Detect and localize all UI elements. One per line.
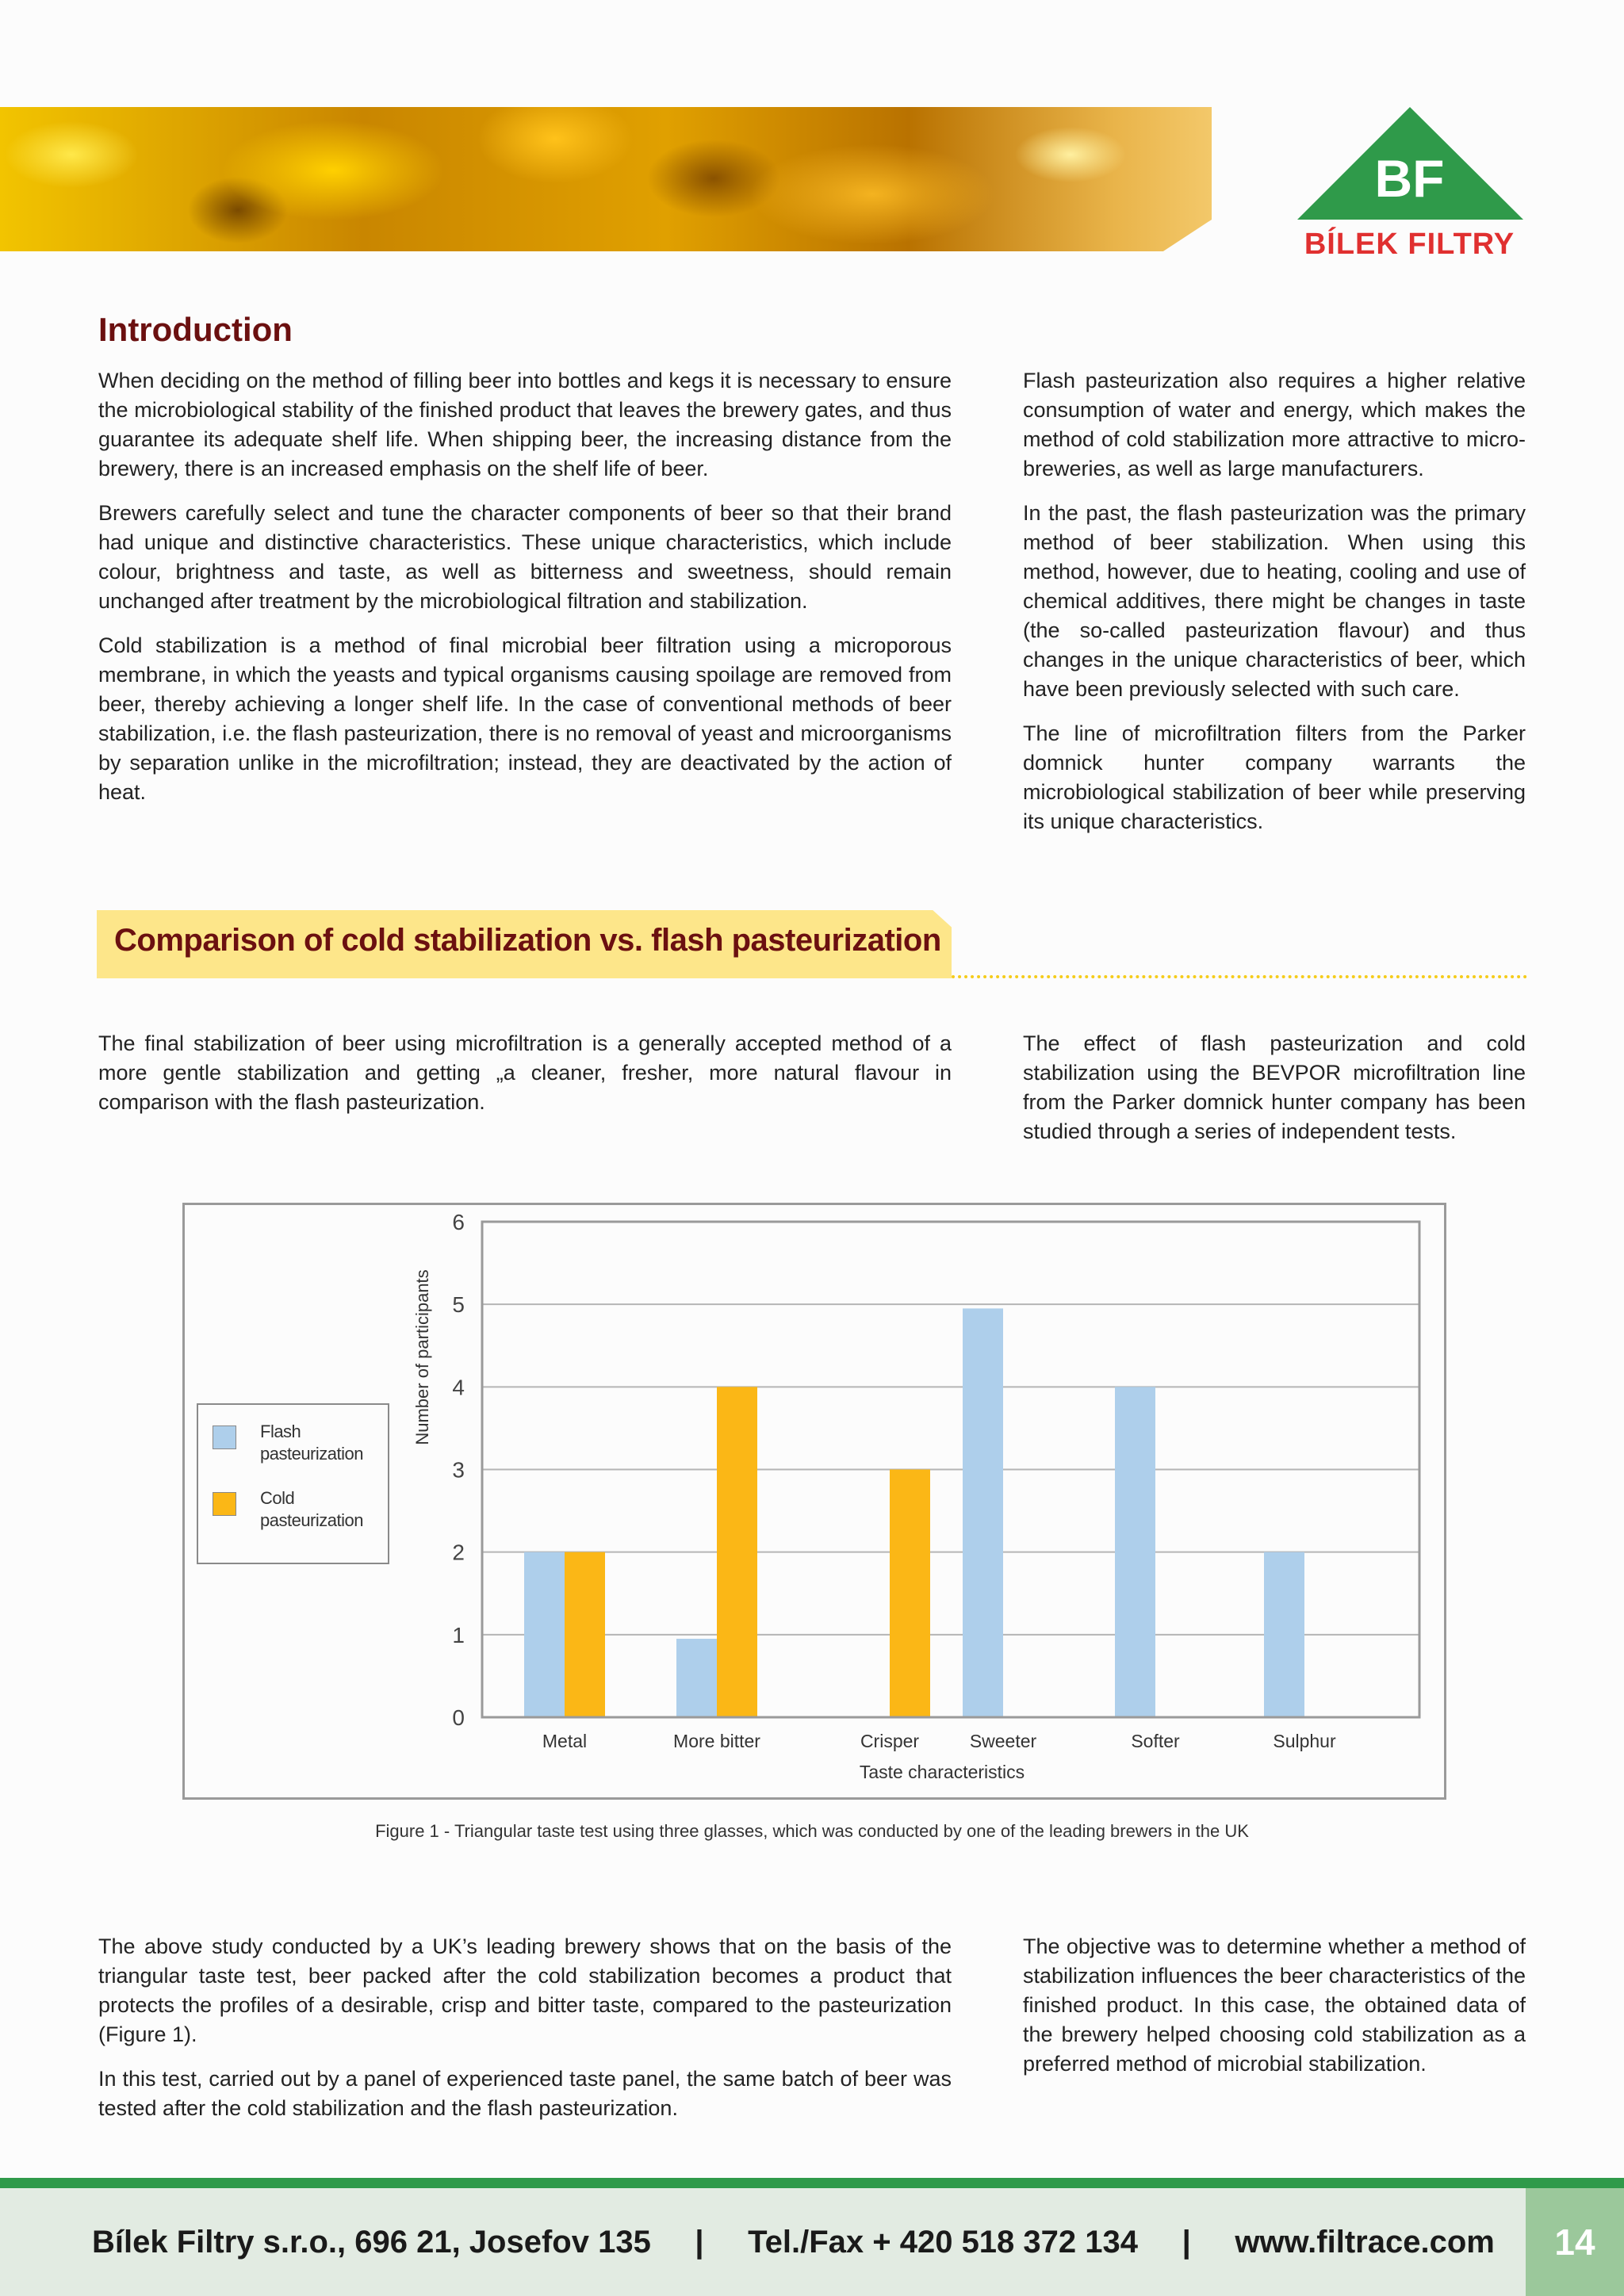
section-title-introduction: Introduction: [98, 311, 293, 348]
logo-company-name: BÍLEK FILTRY: [1304, 228, 1515, 261]
x-axis-label: Taste characteristics: [859, 1762, 1025, 1782]
legend-swatch-cold: [213, 1492, 236, 1516]
y-tick-label: 1: [452, 1622, 465, 1647]
bar-flash-sulphur: [1264, 1552, 1304, 1717]
paragraph: The objective was to determine whether a method of stabilization influences the beer characteristics of the finished product. In this case, the obtained data of the brewery helped choosing cold stabilization as a preferred method of microbial stabilization.: [1023, 1934, 1526, 2076]
footer-contact: Bílek Filtry s.r.o., 696 21, Josefov 135 | Tel./Fax + 420 518 372 134 | www.filtrace.com: [92, 2225, 1495, 2260]
y-tick-label: 4: [452, 1375, 465, 1400]
results-right-column: [1023, 1932, 1526, 2094]
footer-accent-line: [0, 2178, 1624, 2188]
figure-caption: Figure 1 - Triangular taste test using three glasses, which was conducted by one of the leading brewers in the UK: [375, 1821, 1249, 1841]
paragraph: The line of microfiltration filters from the Parker domnick hunter company warrants the microbiological stabilization of beer while preserving its unique characteristics.: [1023, 721, 1526, 833]
x-tick-label: Sulphur: [1273, 1731, 1336, 1751]
paragraph: In the past, the flash pasteurization was the primary method of beer stabilization. When using this method, however, due to heating, cooling and use of chemical additives, there might be changes in taste (the so-called pasteurization flavour) and thus changes in the unique characteristics of beer, which have been previously selected with such care.: [1023, 501, 1526, 701]
paragraph: Flash pasteurization also requires a higher relative consumption of water and energy, which makes the method of cold stabilization more attractive to micro-breweries, as well as large manufacturers.: [1023, 369, 1526, 480]
bar-cold-more-bitter: [717, 1387, 757, 1717]
legend-label-flash: Flash pasteurization: [260, 1422, 363, 1464]
paragraph: The effect of flash pasteurization and cold stabilization using the BEVPOR microfiltration line from the Parker domnick hunter company has been studied through a series of independent tests.: [1023, 1031, 1526, 1143]
bar-flash-metal: [524, 1552, 565, 1717]
legend-item-flash: [213, 1421, 371, 1465]
y-tick-label: 3: [452, 1457, 465, 1483]
section-title-comparison: Comparison of cold stabilization vs. flash pasteurization: [114, 923, 941, 958]
paragraph: Cold stabilization is a method of final microbial beer filtration using a microporous membrane, in which the yeasts and typical organisms causing spoilage are removed from beer, thereby achieving a longer shelf life. In the case of conventional methods of beer stabilization, i.e. the flash pasteurization, there is no removal of yeast and microorganisms by separation unlike in the microfiltration; instead, they are deactivated by the action of heat.: [98, 633, 952, 804]
bar-flash-sweeter: [963, 1308, 1003, 1717]
paragraph: Brewers carefully select and tune the character components of beer so that their brand had unique and distinctive characteristics. These unique characteristics, which include colour, brightness and taste, as well as bitterness and sweetness, should remain unchanged after treatment by the microbiological filtration and stabilization.: [98, 501, 952, 613]
bar-flash-softer: [1115, 1387, 1155, 1717]
legend-item-cold: [213, 1487, 371, 1532]
paragraph: In this test, carried out by a panel of experienced taste panel, the same batch of beer was tested after the cold stabilization and the flash pasteurization.: [98, 2067, 952, 2120]
x-tick-label: Sweeter: [969, 1731, 1037, 1751]
legend-swatch-flash: [213, 1425, 236, 1449]
y-tick-label: 6: [452, 1210, 465, 1234]
paragraph: When deciding on the method of filling beer into bottles and kegs it is necessary to ensure the microbiological stability of the finished product that leaves the brewery gates, and thus guarantee its adequate shelf life. When shipping beer, the increasing distance from the brewery, there is an increased emphasis on the shelf life of beer.: [98, 369, 952, 480]
legend-label-cold: Cold pasteurization: [260, 1488, 363, 1530]
x-tick-label: More bitter: [673, 1731, 760, 1751]
y-tick-label: 5: [452, 1292, 465, 1318]
x-tick-label: Metal: [542, 1731, 588, 1751]
bar-cold-metal: [565, 1552, 605, 1717]
x-tick-label: Crisper: [860, 1731, 920, 1751]
chart-legend: [197, 1403, 389, 1564]
paragraph: The above study conducted by a UK’s leading brewery shows that on the basis of the triangular taste test, beer packed after the cold stabilization becomes a product that protects the profiles of a desirable, crisp and bitter taste, compared to the pasteurization (Figure 1).: [98, 1934, 952, 2046]
paragraph: The final stabilization of beer using microfiltration is a generally accepted method of a more gentle stabilization and getting „a cleaner, fresher, more natural flavour in comparison with the flash pasteurization.: [98, 1031, 952, 1114]
bar-flash-more-bitter: [676, 1639, 717, 1717]
logo-initials: BF: [1374, 149, 1445, 208]
bar-cold-crisper: [890, 1470, 930, 1718]
y-tick-label: 0: [452, 1705, 465, 1730]
y-axis-label: Number of participants: [412, 1269, 432, 1445]
x-tick-label: Softer: [1131, 1731, 1180, 1751]
page-number: 14: [1526, 2188, 1624, 2296]
results-left-column: [98, 1932, 952, 2138]
y-tick-label: 2: [452, 1540, 465, 1565]
